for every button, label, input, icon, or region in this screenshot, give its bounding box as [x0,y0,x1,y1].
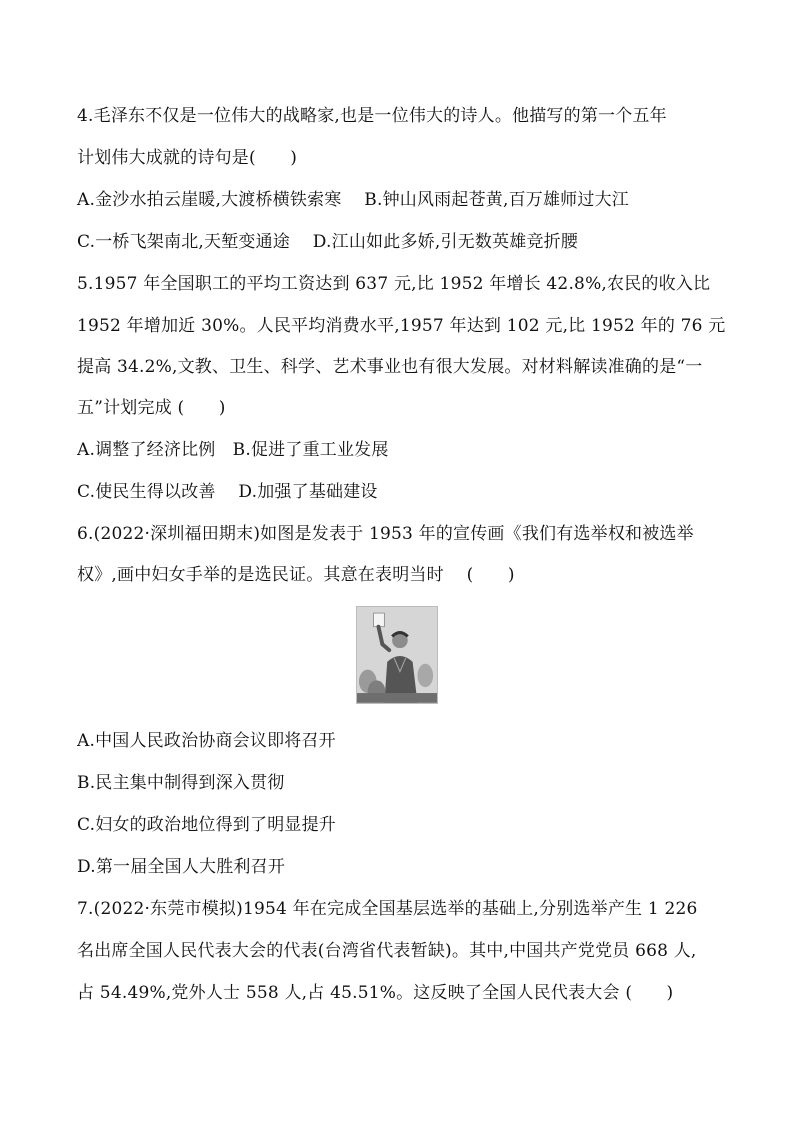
q6-option-c: C.妇女的政治地位得到了明显提升 [77,815,337,835]
q5-stem-line-2: 1952 年增加近 30%。人民平均消费水平,1957 年达到 102 元,比 1952 年的 76 元 [77,316,726,336]
q5-stem-line-1: 5.1957 年全国职工的平均工资达到 637 元,比 1952 年增长 42.8%,农民的收入比 [77,274,711,294]
q6-stem-line-1: 6.(2022·深圳福田期末)如图是发表于 1953 年的宣传画《我们有选举权和被选举 [77,524,694,544]
q7-stem-line-1: 7.(2022·东莞市模拟)1954 年在完成全国基层选举的基础上,分别选举产生 1 226 [77,899,698,919]
q6-stem-line-2: 权》,画中妇女手举的是选民证。其意在表明当时 ( ) [77,565,515,585]
q5-options-line-1: A.调整了经济比例 B.促进了重工业发展 [77,440,389,460]
q6-option-b: B.民主集中制得到深入贯彻 [77,773,285,793]
q7-stem-line-2: 名出席全国人民代表大会的代表(台湾省代表暂缺)。其中,中国共产党党员 668 人, [77,941,697,961]
q5-stem-line-3: 提高 34.2%,文教、卫生、科学、艺术事业也有很大发展。对材料解读准确的是“一 [77,357,703,377]
propaganda-poster-image [356,606,438,704]
q5-stem-line-4: 五”计划完成 ( ) [77,398,226,418]
q4-options-line-2: C.一桥飞架南北,天堑变通途 D.江山如此多娇,引无数英雄竞折腰 [77,232,579,252]
q4-options-line-1: A.金沙水拍云崖暖,大渡桥横铁索寒 B.钟山风雨起苍黄,百万雄师过大江 [77,190,629,210]
q6-option-d: D.第一届全国人大胜利召开 [77,857,286,877]
q7-stem-line-3: 占 54.49%,党外人士 558 人,占 45.51%。这反映了全国人民代表大会 ( ) [77,983,674,1003]
q5-options-line-2: C.使民生得以改善 D.加强了基础建设 [77,482,378,502]
q4-stem-line-1: 4.毛泽东不仅是一位伟大的战略家,也是一位伟大的诗人。他描写的第一个五年 [77,106,667,126]
q4-stem-line-2: 计划伟大成就的诗句是( ) [77,148,298,168]
q6-option-a: A.中国人民政治协商会议即将召开 [77,731,336,751]
